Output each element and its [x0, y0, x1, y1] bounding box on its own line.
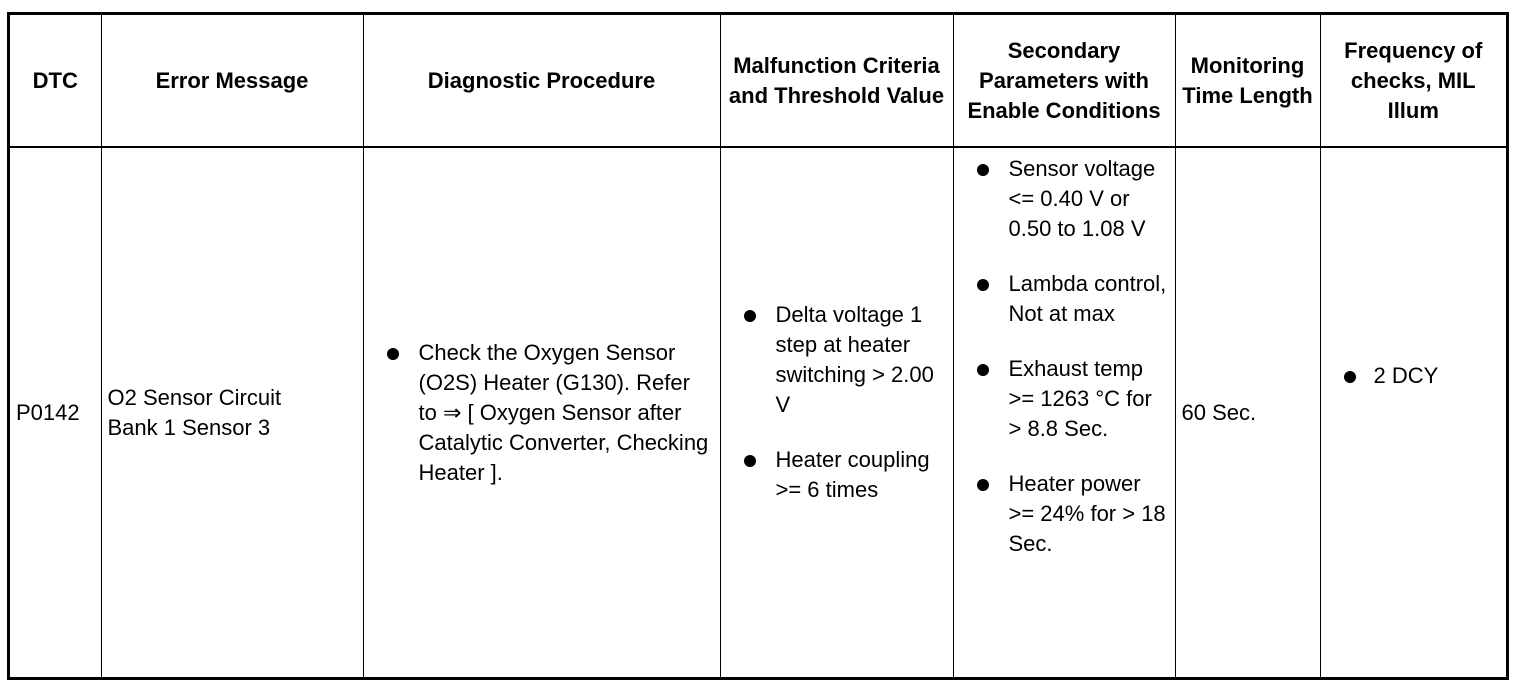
list-item: [721, 300, 947, 420]
header-error-message: Error Message: [101, 15, 363, 147]
malfunction-criteria-text: Heater coupling >= 6 times: [775, 447, 930, 502]
list-item: [721, 445, 947, 505]
list-item: [954, 469, 1169, 559]
error-message-text: O2 Sensor Circuit Bank 1 Sensor 3: [107, 384, 282, 440]
header-frequency-text: Frequency of checks, MIL Illum: [1344, 37, 1483, 123]
header-malfunction-criteria-text: Malfunction Criteria and Threshold Value: [728, 52, 945, 108]
bullet-icon: [977, 479, 989, 491]
bullet-icon: [744, 455, 756, 467]
header-secondary-parameters-text: Secondary Parameters with Enable Conditions: [967, 37, 1161, 123]
secondary-parameters-list: [954, 154, 1169, 559]
diagnostic-procedure-text: Check the Oxygen Sensor (O2S) Heater (G130). Refer to ⇒ [ Oxygen Sensor after Catalytic Converter, Checking Heater ].: [418, 339, 709, 485]
header-dtc: DTC: [10, 15, 101, 147]
secondary-parameter-text: Lambda control, Not at max: [1008, 271, 1167, 326]
malfunction-criteria-text: Delta voltage 1 step at heater switching > 2.00 V: [775, 302, 934, 417]
dtc-table-frame: [7, 12, 1509, 680]
list-item: [364, 338, 714, 488]
secondary-parameter-text: Exhaust temp >= 1263 °C for > 8.8 Sec.: [1008, 356, 1152, 441]
list-item: [954, 354, 1169, 444]
bullet-icon: [977, 364, 989, 376]
cell-error-message: [101, 147, 363, 677]
header-malfunction-criteria: [720, 15, 953, 147]
cell-diagnostic-procedure: [363, 147, 720, 677]
cell-secondary-parameters: [953, 147, 1175, 677]
header-monitoring-time-text: Monitoring Time Length: [1182, 52, 1313, 108]
diagnostic-procedure-list: [364, 338, 714, 488]
bullet-icon: [387, 348, 399, 360]
secondary-parameter-text: Sensor voltage <= 0.40 V or 0.50 to 1.08 V: [1008, 156, 1156, 241]
cell-monitoring-time: [1175, 147, 1320, 677]
frequency-list: [1321, 361, 1507, 391]
dtc-code: P0142: [16, 399, 80, 425]
bullet-icon: [1344, 371, 1356, 383]
dtc-table: [10, 15, 1506, 677]
bullet-icon: [744, 310, 756, 322]
list-item: [1321, 361, 1507, 391]
bullet-icon: [977, 279, 989, 291]
header-monitoring-time: [1175, 15, 1320, 147]
table-row: [10, 147, 1506, 677]
cell-frequency: [1320, 147, 1506, 677]
bullet-icon: [977, 164, 989, 176]
header-secondary-parameters: [953, 15, 1175, 147]
cell-malfunction-criteria: [720, 147, 953, 677]
monitoring-time-text: 60 Sec.: [1181, 399, 1257, 425]
header-diagnostic-procedure: Diagnostic Procedure: [363, 15, 720, 147]
header-row: [10, 15, 1506, 147]
list-item: [954, 154, 1169, 244]
frequency-text: 2 DCY: [1373, 362, 1439, 388]
secondary-parameter-text: Heater power >= 24% for > 18 Sec.: [1008, 471, 1166, 556]
list-item: [954, 269, 1169, 329]
cell-dtc: [10, 147, 101, 677]
malfunction-criteria-list: [721, 300, 947, 505]
header-frequency: [1320, 15, 1506, 147]
